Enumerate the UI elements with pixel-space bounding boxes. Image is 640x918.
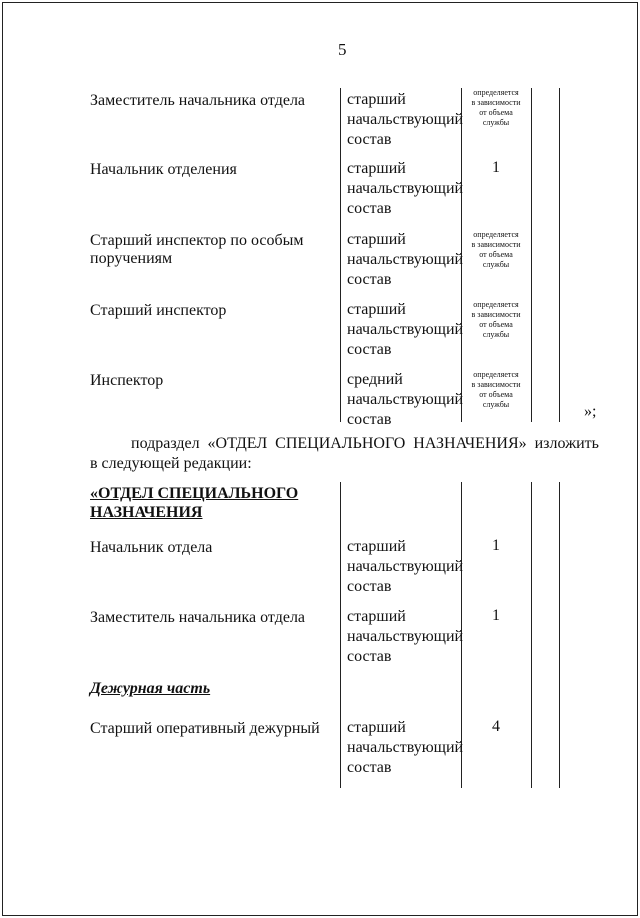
count-value: 4 — [492, 718, 500, 735]
position-label: Заместитель начальника отдела — [90, 92, 306, 109]
position-label: Заместитель начальника отдела — [90, 609, 306, 626]
count-value: 1 — [492, 159, 500, 176]
position-label: Старший инспектор — [90, 302, 227, 319]
category-label: старший начальствующий состав — [347, 608, 464, 665]
closing-quote: »; — [584, 403, 597, 420]
category-label: старший начальствующий состав — [347, 538, 464, 595]
table1-divider-4 — [559, 88, 560, 422]
position-label: Начальник отделения — [90, 161, 237, 178]
subsection-heading: Дежурная часть — [90, 680, 211, 697]
instruction-line-1: подраздел «ОТДЕЛ СПЕЦИАЛЬНОГО НАЗНАЧЕНИЯ» изложить — [131, 435, 599, 452]
table2-divider-3 — [531, 482, 532, 788]
category-label: старший начальствующий состав — [347, 231, 464, 288]
position-label: Инспектор — [90, 372, 164, 389]
count-note: определяется в зависимости от объема службы — [471, 370, 521, 409]
count-note: определяется в зависимости от объема службы — [471, 300, 521, 339]
instruction-line-2: в следующей редакции: — [90, 455, 252, 472]
category-label: старший начальствующий состав — [347, 160, 464, 217]
section-heading: «ОТДЕЛ СПЕЦИАЛЬНОГО НАЗНАЧЕНИЯ — [90, 485, 299, 521]
table1-divider-1 — [340, 88, 341, 422]
category-label: старший начальствующий состав — [347, 301, 464, 358]
position-label: Старший оперативный дежурный — [90, 720, 320, 737]
table2-divider-1 — [340, 482, 341, 788]
count-note: определяется в зависимости от объема службы — [471, 230, 521, 269]
position-label: Старший инспектор по особым поручениям — [90, 232, 304, 267]
category-label: старший начальствующий состав — [347, 91, 464, 148]
table1-divider-3 — [531, 88, 532, 422]
category-label: старший начальствующий состав — [347, 719, 464, 776]
page-number: 5 — [338, 40, 347, 59]
position-label: Начальник отдела — [90, 539, 213, 556]
table2-divider-4 — [559, 482, 560, 788]
count-value: 1 — [492, 607, 500, 624]
count-value: 1 — [492, 537, 500, 554]
count-note: определяется в зависимости от объема службы — [471, 88, 521, 127]
category-label: средний начальствующий состав — [347, 371, 464, 428]
